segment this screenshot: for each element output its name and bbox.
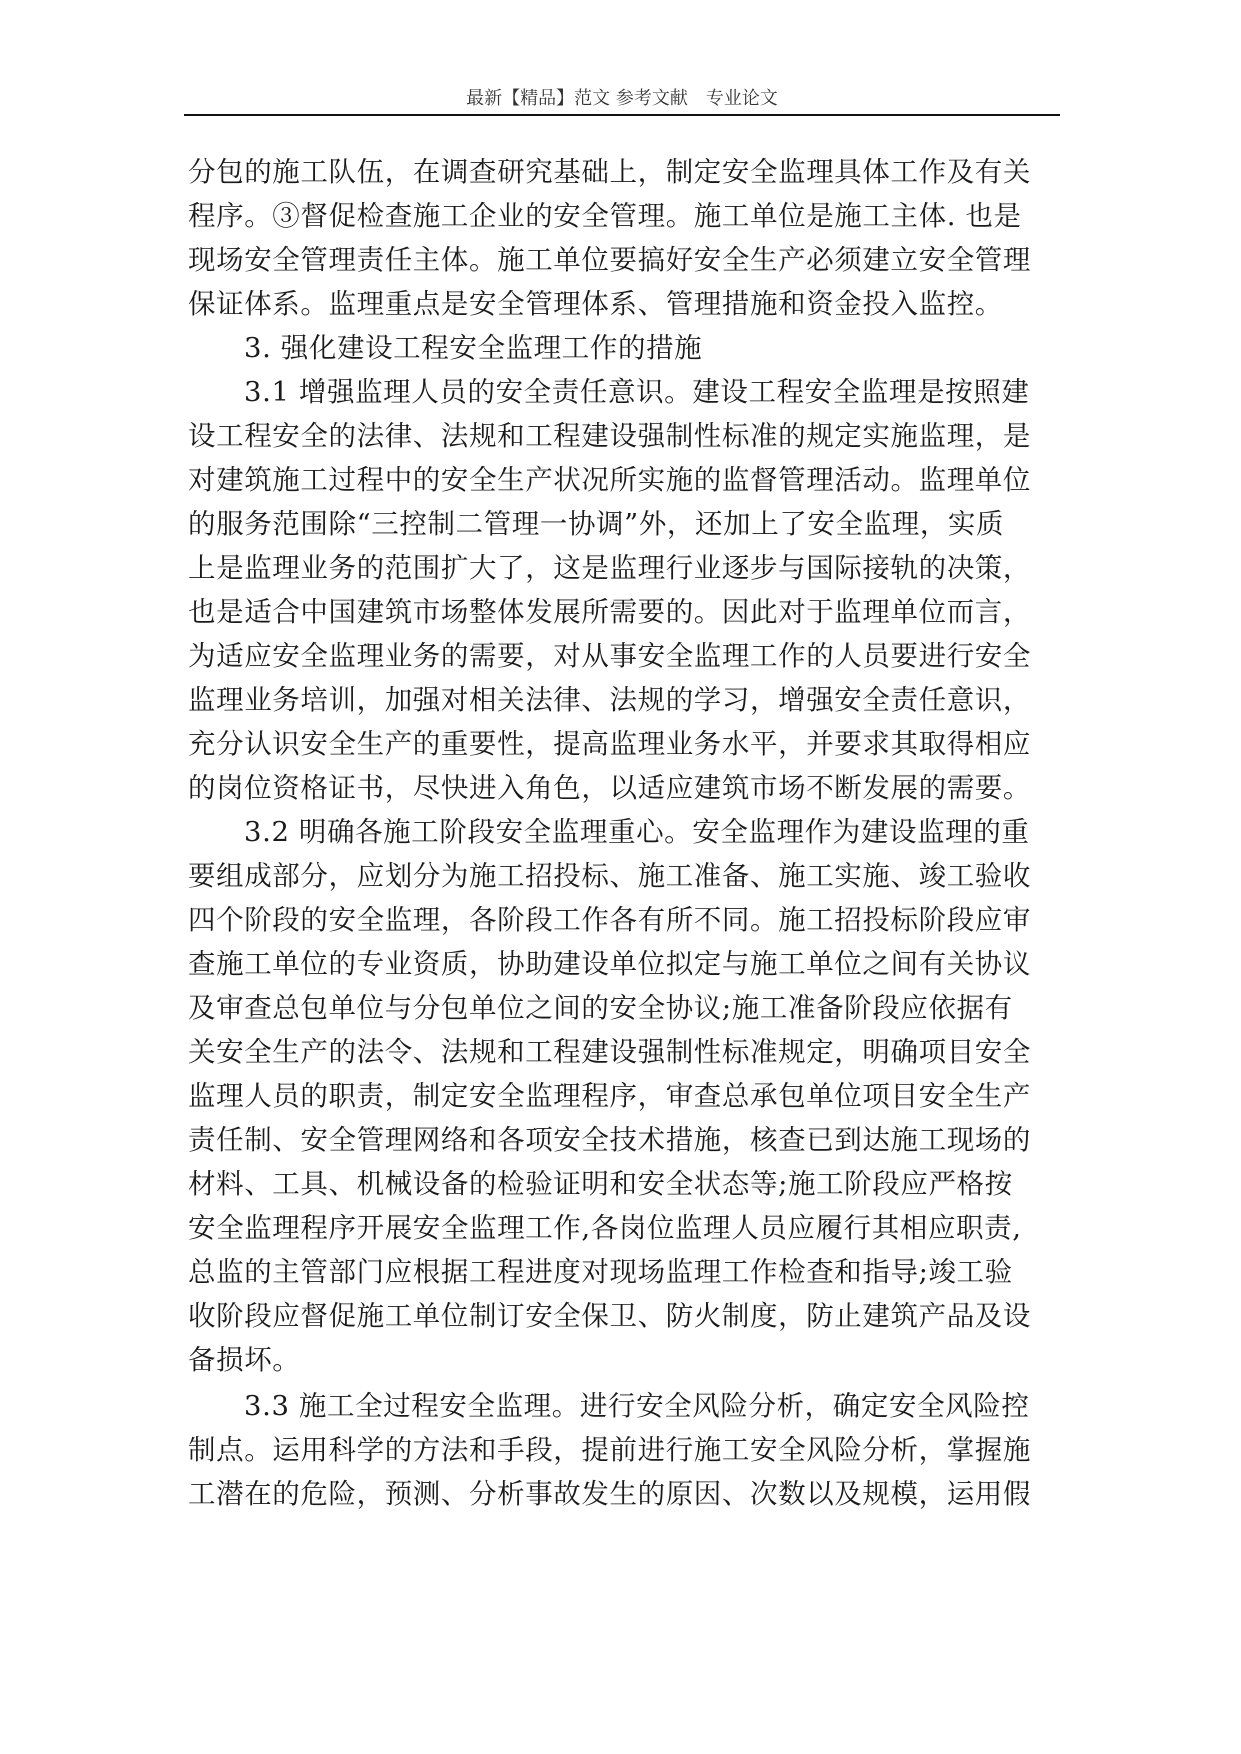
text-line: 的岗位资格证书，尽快进入角色，以适应建筑市场不断发展的需要。 [188,772,1031,804]
paragraph-3-2 [188,810,1064,1382]
text-line: 责任制、安全管理网络和各项安全技术措施，核查已到达施工现场的 [188,1124,1031,1156]
text-line: 备损坏。 [188,1344,301,1376]
text-line: 四个阶段的安全监理，各阶段工作各有所不同。施工招投标阶段应审 [188,904,1031,936]
text-line: 程序。③督促检查施工企业的安全管理。施工单位是施工主体. 也是 [188,200,1022,232]
text-line: 3.3 施工全过程安全监理。进行安全风险分析，确定安全风险控 [244,1390,1030,1422]
page-header: 最新【精品】范文 参考文献 专业论文 [466,88,778,109]
text-line: 设工程安全的法律、法规和工程建设强制性标准的规定实施监理，是 [188,420,1031,452]
text-line: 3.1 增强监理人员的安全责任意识。建设工程安全监理是按照建 [244,376,1030,408]
text-line: 为适应安全监理业务的需要，对从事安全监理工作的人员要进行安全 [188,640,1031,672]
header-rule [184,114,1060,116]
text-line: 的服务范围除“三控制二管理一协调”外，还加上了安全监理，实质 [188,508,1005,540]
text-line: 3.2 明确各施工阶段安全监理重心。安全监理作为建设监理的重 [244,816,1030,848]
document-body [188,150,1064,1516]
text-line: 收阶段应督促施工单位制订安全保卫、防火制度，防止建筑产品及设 [188,1300,1031,1332]
text-line: 总监的主管部门应根据工程进度对现场监理工作检查和指导;竣工验 [188,1256,1013,1288]
text-line: 充分认识安全生产的重要性，提高监理业务水平，并要求其取得相应 [188,728,1031,760]
text-line: 安全监理程序开展安全监理工作,各岗位监理人员应履行其相应职责, [188,1212,1022,1244]
text-line: 分包的施工队伍，在调查研究基础上，制定安全监理具体工作及有关 [188,156,1031,188]
text-line: 关安全生产的法令、法规和工程建设强制性标准规定，明确项目安全 [188,1036,1031,1068]
text-line: 对建筑施工过程中的安全生产状况所实施的监督管理活动。监理单位 [188,464,1031,496]
text-line: 材料、工具、机械设备的检验证明和安全状态等;施工阶段应严格按 [188,1168,1013,1200]
section-heading-3 [188,326,1064,370]
paragraph-3-3 [188,1384,1064,1516]
text-line: 上是监理业务的范围扩大了，这是监理行业逐步与国际接轨的决策， [188,552,1031,584]
text-line: 工潜在的危险，预测、分析事故发生的原因、次数以及规模，运用假 [188,1478,1031,1510]
paragraph-continuation [188,150,1064,326]
text-line: 要组成部分，应划分为施工招投标、施工准备、施工实施、竣工验收 [188,860,1031,892]
text-line: 查施工单位的专业资质，协助建设单位拟定与施工单位之间有关协议 [188,948,1031,980]
text-line: 监理人员的职责，制定安全监理程序，审查总承包单位项目安全生产 [188,1080,1031,1112]
text-line: 现场安全管理责任主体。施工单位要搞好安全生产必须建立安全管理 [188,244,1031,276]
section-heading-text: 3. 强化建设工程安全监理工作的措施 [244,332,703,364]
text-line: 也是适合中国建筑市场整体发展所需要的。因此对于监理单位而言， [188,596,1031,628]
text-line: 监理业务培训，加强对相关法律、法规的学习，增强安全责任意识， [188,684,1031,716]
text-line: 保证体系。监理重点是安全管理体系、管理措施和资金投入监控。 [188,288,1003,320]
paragraph-3-1 [188,370,1064,810]
text-line: 制点。运用科学的方法和手段，提前进行施工安全风险分析，掌握施 [188,1434,1031,1466]
text-line: 及审查总包单位与分包单位之间的安全协议;施工准备阶段应依据有 [188,992,1013,1024]
